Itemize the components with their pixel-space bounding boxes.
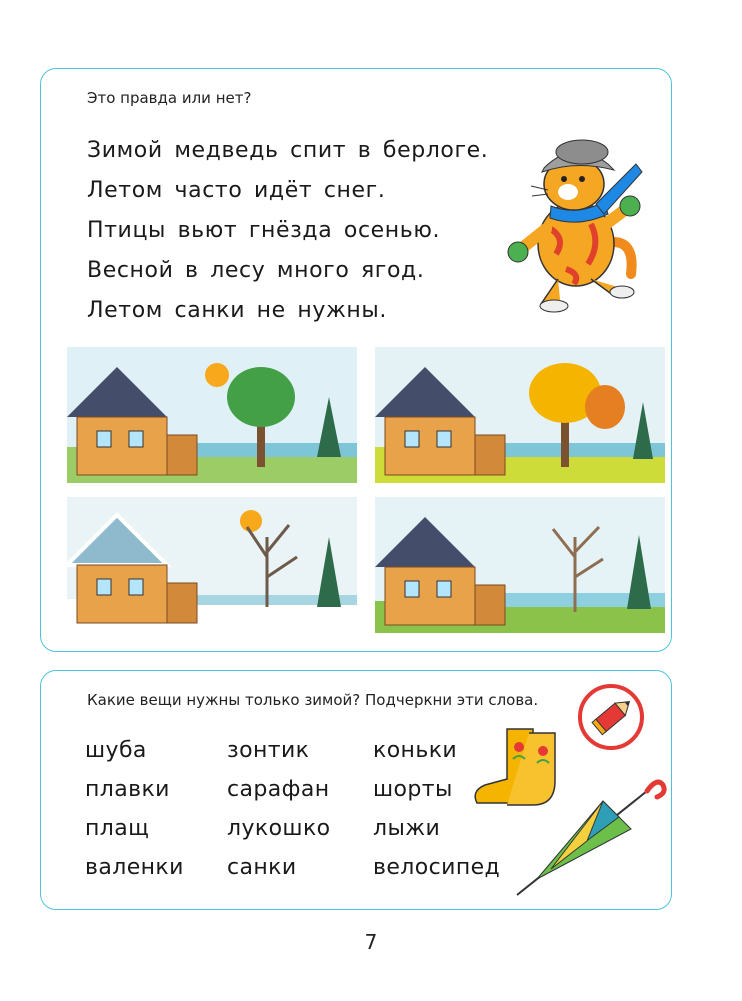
word-item[interactable]: шорты (373, 777, 453, 802)
spring-scene (375, 497, 665, 633)
winter-items-panel (40, 670, 672, 910)
true-or-false-panel (40, 68, 672, 652)
autumn-scene (375, 347, 665, 483)
summer-scene (67, 347, 357, 483)
word-item[interactable]: санки (227, 855, 297, 880)
word-item[interactable]: лукошко (227, 816, 331, 841)
word-column-2 (227, 731, 331, 887)
winter-scene (67, 497, 357, 633)
task2-prompt: Какие вещи нужны только зимой? Подчеркни эти слова. (87, 691, 539, 709)
word-item[interactable]: лыжи (373, 816, 441, 841)
statement: Летом санки не нужны. (87, 298, 387, 323)
word-item[interactable]: сарафан (227, 777, 330, 802)
statement: Зимой медведь спит в берлоге. (87, 138, 489, 163)
task1-prompt: Это правда или нет? (87, 89, 252, 107)
statement: Летом часто идёт снег. (87, 178, 386, 203)
word-item[interactable]: валенки (85, 855, 184, 880)
umbrella-illustration (507, 771, 667, 901)
word-item[interactable]: зонтик (227, 738, 310, 763)
cat-illustration (496, 124, 646, 314)
word-item[interactable]: плавки (85, 777, 170, 802)
word-item[interactable]: коньки (373, 738, 458, 763)
page-number: 7 (364, 930, 378, 954)
statement: Весной в лесу много ягод. (87, 258, 425, 283)
statements-list (87, 131, 488, 331)
word-column-1 (85, 731, 184, 887)
pencil-icon (577, 683, 645, 751)
word-item[interactable]: шуба (85, 738, 147, 763)
word-item[interactable]: велосипед (373, 855, 501, 880)
word-item[interactable]: плащ (85, 816, 150, 841)
statement: Птицы вьют гнёзда осенью. (87, 218, 441, 243)
